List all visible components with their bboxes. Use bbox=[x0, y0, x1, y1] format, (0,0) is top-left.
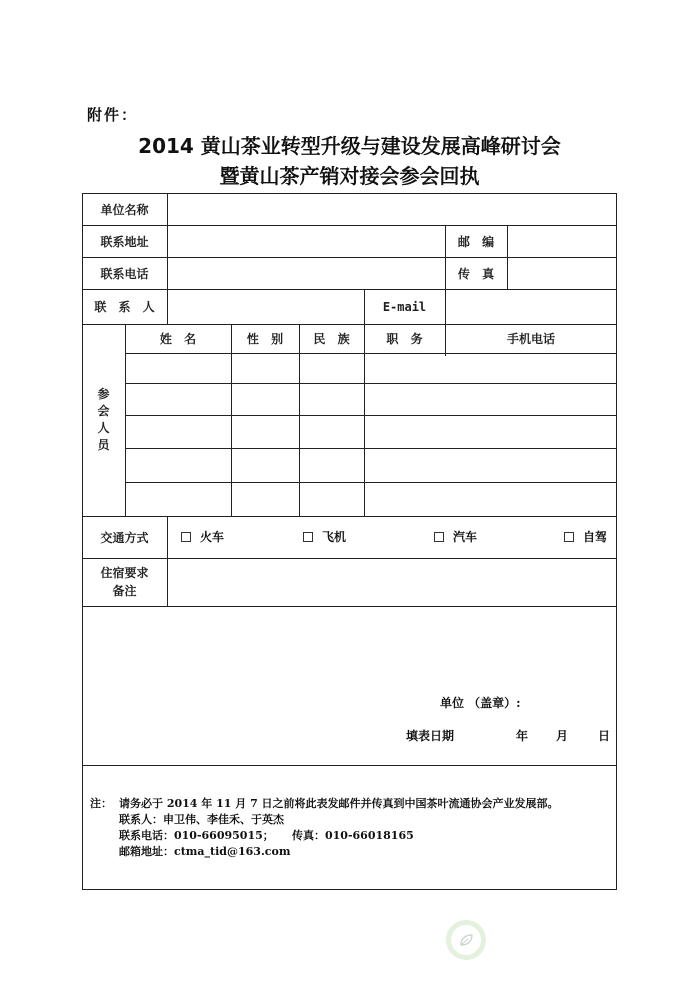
transport-option-self-drive[interactable] bbox=[564, 528, 607, 545]
attendee-name-field[interactable] bbox=[126, 416, 231, 448]
fax-label: 传 真 bbox=[457, 266, 499, 281]
attendee-mobile-field[interactable] bbox=[446, 483, 617, 516]
column-header-ethnicity: 民 族 bbox=[313, 332, 354, 346]
attendee-position-field[interactable] bbox=[365, 483, 445, 516]
attendee-position-field[interactable] bbox=[365, 449, 445, 482]
attendee-ethnicity-field[interactable] bbox=[300, 416, 364, 448]
transport-option-plane[interactable] bbox=[303, 528, 346, 545]
notes-prefix: 注： bbox=[90, 797, 112, 810]
column-header-gender: 性 别 bbox=[246, 332, 288, 346]
attendees-label bbox=[82, 324, 125, 516]
attendee-name-field[interactable] bbox=[126, 384, 231, 415]
checkbox-icon[interactable] bbox=[564, 532, 574, 542]
attendees-label-char: 参 bbox=[97, 387, 110, 401]
attendee-mobile-field[interactable] bbox=[446, 449, 617, 482]
contact-person-field[interactable] bbox=[168, 290, 364, 324]
lodging-label bbox=[82, 558, 167, 606]
email-field[interactable] bbox=[446, 290, 616, 324]
org-name-label: 单位名称 bbox=[100, 202, 149, 217]
attendee-name-field[interactable] bbox=[126, 354, 231, 383]
postcode-field[interactable] bbox=[508, 226, 616, 257]
leaf-icon bbox=[457, 931, 475, 949]
attendee-mobile-field[interactable] bbox=[446, 354, 617, 383]
phone-field[interactable] bbox=[168, 258, 445, 289]
title-line-1: 2014 黄山茶业转型升级与建设发展高峰研讨会 bbox=[138, 134, 561, 158]
attendees-label-char: 人 bbox=[97, 421, 110, 435]
attendee-ethnicity-field[interactable] bbox=[300, 449, 364, 482]
leaf-circle-icon bbox=[446, 920, 486, 960]
title-line-2: 暨黄山茶产销对接会参会回执 bbox=[219, 164, 480, 188]
postcode-label: 邮 编 bbox=[457, 234, 499, 249]
unit-seal-label: 单位 （盖章）: bbox=[440, 696, 521, 710]
checkbox-icon[interactable] bbox=[181, 532, 191, 542]
checkbox-icon[interactable] bbox=[303, 532, 313, 542]
attendee-position-field[interactable] bbox=[365, 416, 445, 448]
attendee-gender-field[interactable] bbox=[232, 354, 299, 383]
attendee-ethnicity-field[interactable] bbox=[300, 354, 364, 383]
checkbox-icon[interactable] bbox=[434, 532, 444, 542]
attendee-gender-field[interactable] bbox=[232, 449, 299, 482]
notes-line-1: 请务必于 2014 年 11 月 7 日之前将此表发邮件并传真到中国茶叶流通协会产业发展部。 bbox=[119, 797, 559, 810]
contact-person-label: 联 系 人 bbox=[94, 300, 159, 314]
org-name-field[interactable] bbox=[168, 194, 616, 225]
attendee-name-field[interactable] bbox=[126, 483, 231, 516]
attendee-name-field[interactable] bbox=[126, 449, 231, 482]
month-label: 月 bbox=[556, 729, 569, 743]
transport-option-label: 汽车 bbox=[453, 530, 478, 544]
notes-line-4: 邮箱地址：ctma_tid@163.com bbox=[119, 845, 291, 858]
attendee-mobile-field[interactable] bbox=[446, 416, 617, 448]
column-header-mobile: 手机电话 bbox=[506, 332, 555, 346]
attendee-position-field[interactable] bbox=[365, 384, 445, 415]
day-label: 日 bbox=[598, 729, 611, 743]
address-label: 联系地址 bbox=[100, 234, 149, 249]
attendee-gender-field[interactable] bbox=[232, 416, 299, 448]
notes-line-2: 联系人：申卫伟、李佳禾、于英杰 bbox=[119, 813, 284, 826]
attendee-mobile-field[interactable] bbox=[446, 384, 617, 415]
row-divider bbox=[82, 765, 617, 766]
transport-option-train[interactable] bbox=[181, 528, 224, 545]
annex-label: 附件： bbox=[87, 106, 139, 124]
fax-field[interactable] bbox=[508, 258, 616, 289]
phone-label: 联系电话 bbox=[100, 266, 149, 281]
attendee-gender-field[interactable] bbox=[232, 384, 299, 415]
attendees-label-char: 员 bbox=[97, 438, 110, 452]
column-header-position: 职 务 bbox=[386, 332, 427, 346]
lodging-label-line1: 住宿要求 bbox=[100, 566, 149, 580]
lodging-field[interactable] bbox=[168, 559, 616, 606]
email-label: E-mail bbox=[382, 299, 427, 314]
lodging-label-line2: 备注 bbox=[112, 584, 137, 598]
attendee-position-field[interactable] bbox=[365, 354, 445, 383]
fill-date-label: 填表日期 bbox=[406, 729, 455, 743]
attendee-gender-field[interactable] bbox=[232, 483, 299, 516]
notes-line-3-phone: 联系电话：010-66095015； bbox=[119, 829, 274, 842]
attendees-label-char: 会 bbox=[97, 404, 110, 418]
transport-option-label: 飞机 bbox=[322, 530, 347, 544]
address-field[interactable] bbox=[168, 226, 445, 257]
year-label: 年 bbox=[516, 729, 529, 743]
transport-label: 交通方式 bbox=[100, 530, 149, 545]
column-header-name: 姓 名 bbox=[159, 332, 201, 346]
transport-option-bus[interactable] bbox=[434, 528, 477, 545]
attendee-ethnicity-field[interactable] bbox=[300, 384, 364, 415]
attendee-ethnicity-field[interactable] bbox=[300, 483, 364, 516]
row-divider bbox=[82, 606, 617, 607]
transport-option-label: 自驾 bbox=[583, 530, 608, 544]
notes-line-3-fax: 传真：010-66018165 bbox=[292, 829, 414, 842]
transport-option-label: 火车 bbox=[200, 530, 225, 544]
